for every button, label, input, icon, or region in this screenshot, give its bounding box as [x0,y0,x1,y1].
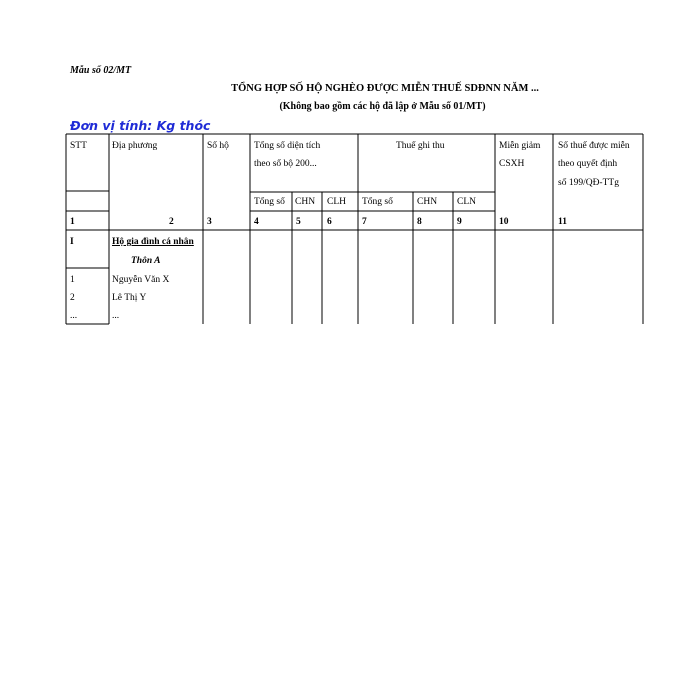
row-stt: I [70,237,74,247]
column-number: 8 [417,217,422,227]
column-number: 7 [362,217,367,227]
subheader-area-total: Tổng số [254,197,285,207]
header-locality: Địa phương [112,141,158,151]
unit-label: Đơn vị tính: Kg thóc [70,118,211,133]
header-tax-collected: Thuế ghi thu [396,141,445,151]
row-stt: ... [70,311,78,321]
column-number: 11 [558,217,567,227]
row-household-name: Lê Thị Y [112,293,147,303]
column-number: 9 [457,217,462,227]
column-number: 5 [296,217,301,227]
header-social-exempt-line2: CSXH [499,159,525,169]
subheader-area-clh: CLH [327,197,346,207]
row-household-name: ... [112,311,120,321]
form-code: Mẫu số 02/MT [70,65,132,76]
row-stt: 1 [70,275,75,285]
column-number: 6 [327,217,332,227]
row-household-name: Nguyễn Văn X [112,275,170,285]
column-number: 1 [70,217,75,227]
header-stt: STT [70,141,87,151]
header-exempt-line2: theo quyết định [558,159,618,169]
report-subtitle: (Không bao gồm các hộ đã lập ở Mẫu số 01/MT) [279,101,486,112]
subheader-area-chn: CHN [295,197,316,207]
subheader-tax-chn: CHN [417,197,438,207]
row-group-name: Hộ gia đình cá nhân [112,237,194,247]
subheader-tax-cln: CLN [457,197,476,207]
subheader-tax-total: Tổng số [362,197,393,207]
report-title: TỔNG HỢP SỐ HỘ NGHÈO ĐƯỢC MIỄN THUẾ SDĐNN NĂM ... [231,83,539,94]
row-village-name: Thôn A [131,256,161,266]
header-social-exempt-line1: Miễn giảm [499,141,541,151]
header-area-line2: theo sổ bộ 200... [254,159,317,169]
column-number: 10 [499,217,509,227]
header-area-line1: Tổng số diện tích [254,141,321,151]
row-stt: 2 [70,293,75,303]
header-households: Số hộ [207,141,229,151]
column-number: 2 [169,217,174,227]
column-number: 4 [254,217,259,227]
column-number: 3 [207,217,212,227]
header-exempt-line3: số 199/QĐ-TTg [558,178,619,188]
header-exempt-line1: Số thuế được miễn [558,141,630,151]
